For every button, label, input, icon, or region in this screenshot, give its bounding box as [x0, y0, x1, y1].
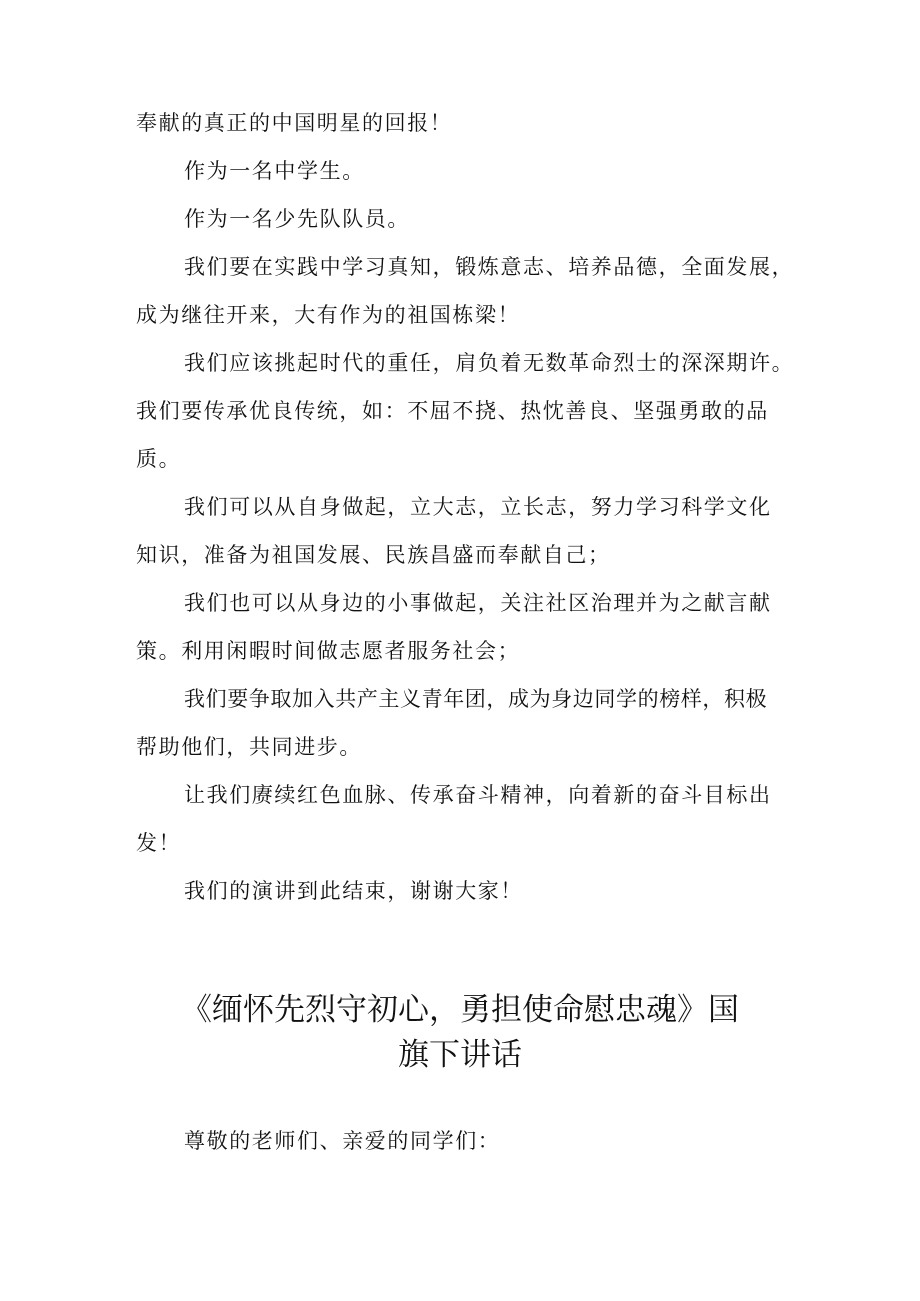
text-line: 我们可以从自身做起，立大志，立长志，努力学习科学文化: [184, 495, 772, 519]
text-line: 我们也可以从身边的小事做起，关注社区治理并为之献言献: [184, 591, 772, 615]
text-line: 我们要争取加入共产主义青年团，成为身边同学的榜样，积极: [184, 687, 768, 711]
text-line: 我们要传承优良传统，如：不屈不挠、热忱善良、坚强勇敢的品: [136, 399, 769, 423]
title-line-2: 旗下讲话: [398, 1037, 522, 1073]
text-line: 让我们赓续红色血脉、传承奋斗精神，向着新的奋斗目标出: [184, 783, 772, 807]
text-line: 作为一名中学生。: [184, 159, 365, 183]
text-line: 知识，准备为祖国发展、民族昌盛而奉献自己；: [136, 543, 611, 567]
text-line: 质。: [136, 447, 182, 471]
text-line: 我们要在实践中学习真知，锻炼意志、培养品德，全面发展，: [184, 255, 795, 279]
salutation: 尊敬的老师们、亲爱的同学们：: [184, 1129, 501, 1153]
text-line: 策。利用闲暇时间做志愿者服务社会；: [136, 639, 521, 663]
text-line: 帮助他们，共同进步。: [136, 735, 362, 759]
speech-title: [120, 988, 800, 1078]
text-line: 成为继往开来，大有作为的祖国栋梁！: [136, 303, 521, 327]
text-line: 我们应该挑起时代的重任，肩负着无数革命烈士的深深期许。: [184, 351, 795, 375]
text-line: 奉献的真正的中国明星的回报！: [136, 111, 453, 135]
text-line: 作为一名少先队队员。: [184, 207, 410, 231]
title-line-1: 《缅怀先烈守初心，勇担使命慰忠魂》国: [181, 992, 739, 1028]
text-line: 我们的演讲到此结束，谢谢大家！: [184, 879, 523, 903]
text-line: 发！: [136, 831, 182, 855]
